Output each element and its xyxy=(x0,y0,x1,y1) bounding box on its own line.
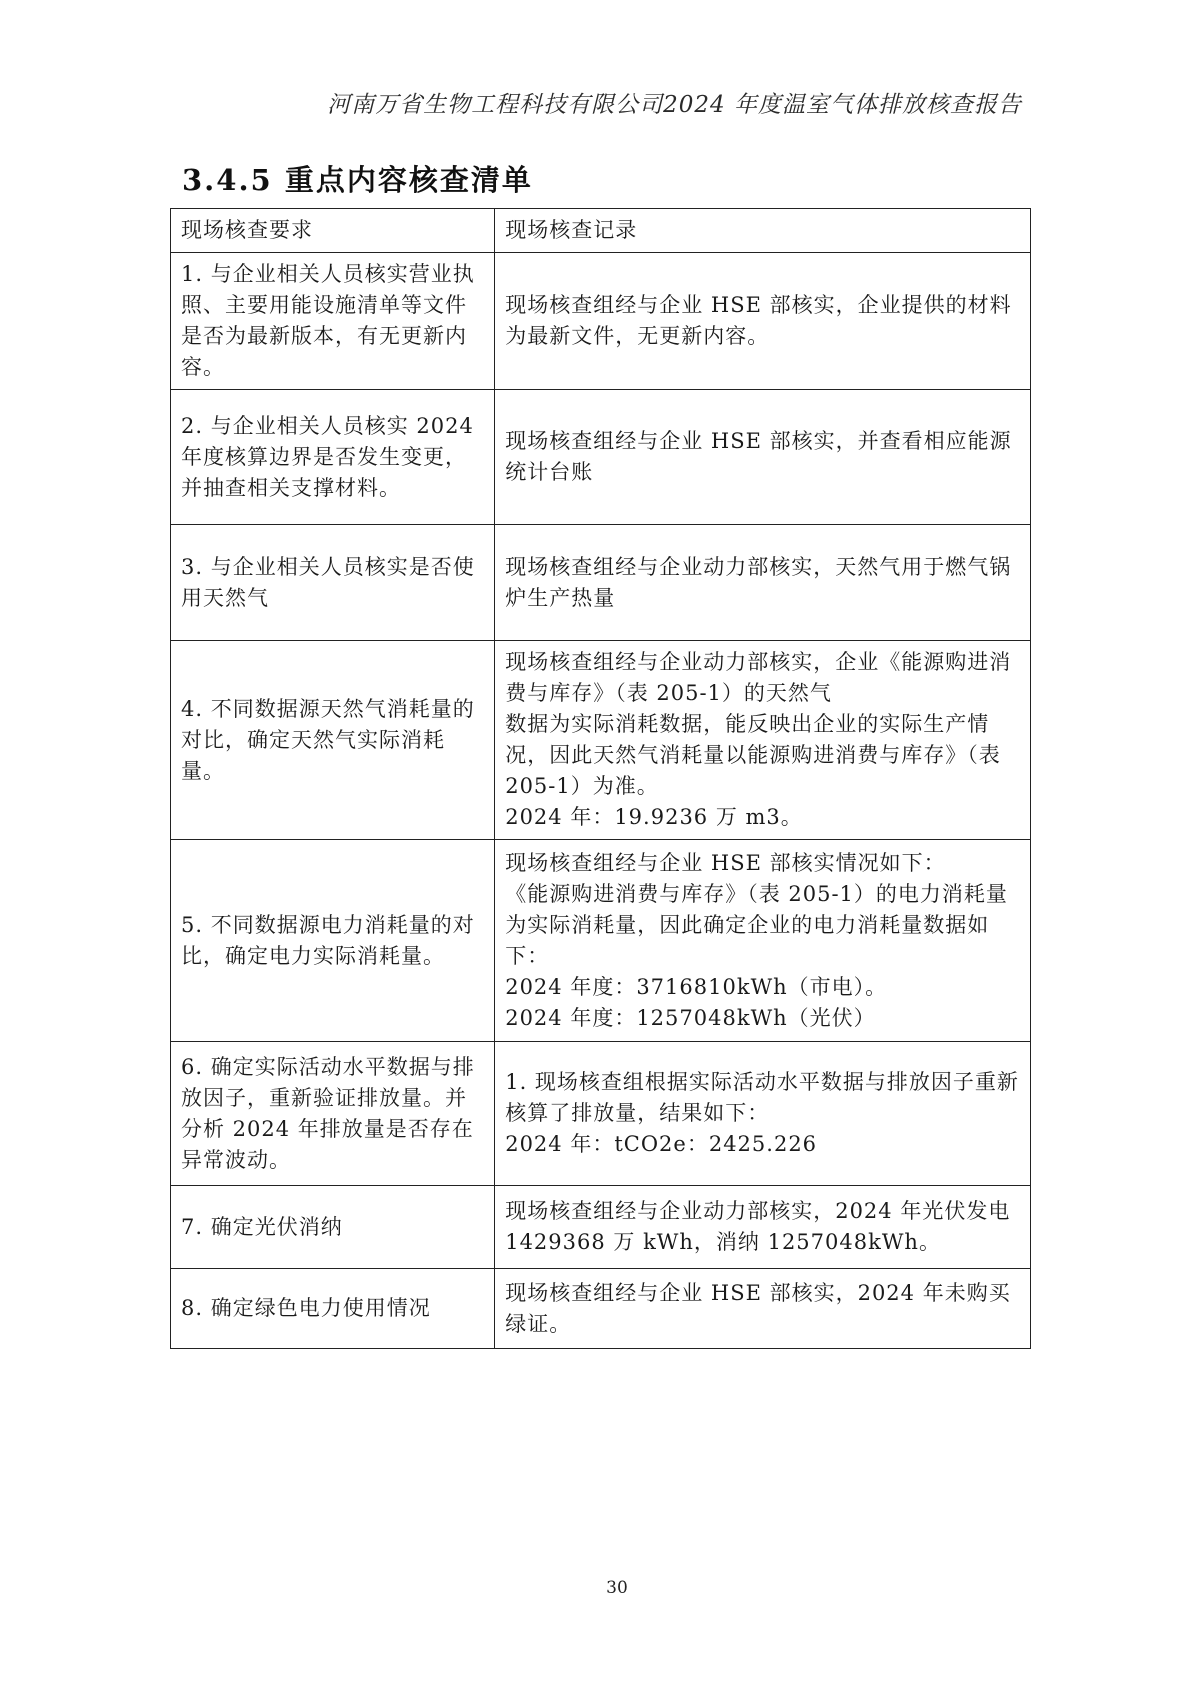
record-line: 《能源购进消费与库存》（表 205-1）的电力消耗量为实际消耗量，因此确定企业的电力消耗量数据如下： xyxy=(505,881,1008,968)
requirement-cell: 1. 与企业相关人员核实营业执照、主要用能设施清单等文件是否为最新版本，有无更新内容。 xyxy=(171,253,495,390)
record-cell xyxy=(495,525,1031,641)
requirement-cell: 8. 确定绿色电力使用情况 xyxy=(171,1269,495,1349)
record-line: 2024 年：19.9236 万 m3。 xyxy=(505,805,803,829)
record-line: 现场核查组经与企业动力部核实，2024 年光伏发电 1429368 万 kWh，消纳 1257048kWh。 xyxy=(505,1199,1011,1254)
record-line: 现场核查组经与企业动力部核实，天然气用于燃气锅炉生产热量 xyxy=(505,554,1012,610)
column-header-requirement: 现场核查要求 xyxy=(171,209,495,253)
record-line: 2024 年度：3716810kWh（市电）。 xyxy=(505,974,888,999)
table-row xyxy=(171,1042,1031,1186)
record-line: 现场核查组经与企业 HSE 部核实，并查看相应能源统计台账 xyxy=(505,429,1012,484)
record-cell xyxy=(495,390,1031,525)
record-line: 2024 年度：1257048kWh（光伏） xyxy=(505,1005,876,1030)
record-cell xyxy=(495,1042,1031,1186)
record-line: 现场核查组经与企业动力部核实，企业《能源购进消费与库存》（表 205-1）的天然气 xyxy=(505,650,1012,705)
table-row xyxy=(171,1269,1031,1349)
table-row xyxy=(171,525,1031,641)
requirement-cell: 4. 不同数据源天然气消耗量的对比，确定天然气实际消耗量。 xyxy=(171,641,495,840)
table-row xyxy=(171,1186,1031,1269)
record-line: 现场核查组经与企业 HSE 部核实，企业提供的材料为最新文件，无更新内容。 xyxy=(505,293,1012,348)
record-cell xyxy=(495,1186,1031,1269)
page-number: 30 xyxy=(606,1578,628,1598)
requirement-cell: 5. 不同数据源电力消耗量的对比，确定电力实际消耗量。 xyxy=(171,840,495,1042)
checklist-table xyxy=(170,208,1031,1349)
requirement-cell: 3. 与企业相关人员核实是否使用天然气 xyxy=(171,525,495,641)
requirement-cell: 2. 与企业相关人员核实 2024 年度核算边界是否发生变更，并抽查相关支撑材料。 xyxy=(171,390,495,525)
record-cell xyxy=(495,840,1031,1042)
record-line: 现场核查组经与企业 HSE 部核实情况如下： xyxy=(505,850,946,875)
record-cell xyxy=(495,641,1031,840)
record-line: 1. 现场核查组根据实际活动水平数据与排放因子重新核算了排放量，结果如下： xyxy=(505,1070,1019,1125)
section-title: 3.4.5 重点内容核查清单 xyxy=(182,163,533,197)
requirement-cell: 6. 确定实际活动水平数据与排放因子，重新验证排放量。并分析 2024 年排放量是否存在异常波动。 xyxy=(171,1042,495,1186)
record-cell xyxy=(495,253,1031,390)
column-header-record: 现场核查记录 xyxy=(495,209,1031,253)
table-header-row xyxy=(171,209,1031,253)
record-line: 数据为实际消耗数据，能反映出企业的实际生产情况，因此天然气消耗量以能源购进消费与库存》（表 205-1）为准。 xyxy=(505,712,1001,798)
record-line: 2024 年：tCO2e：2425.226 xyxy=(505,1132,818,1156)
record-line: 现场核查组经与企业 HSE 部核实，2024 年未购买绿证。 xyxy=(505,1280,1011,1336)
table-row xyxy=(171,840,1031,1042)
report-header: 河南万省生物工程科技有限公司2024 年度温室气体排放核查报告 xyxy=(327,92,1022,118)
table-row xyxy=(171,390,1031,525)
requirement-cell: 7. 确定光伏消纳 xyxy=(171,1186,495,1269)
table-row xyxy=(171,641,1031,840)
table-row xyxy=(171,253,1031,390)
record-cell xyxy=(495,1269,1031,1349)
